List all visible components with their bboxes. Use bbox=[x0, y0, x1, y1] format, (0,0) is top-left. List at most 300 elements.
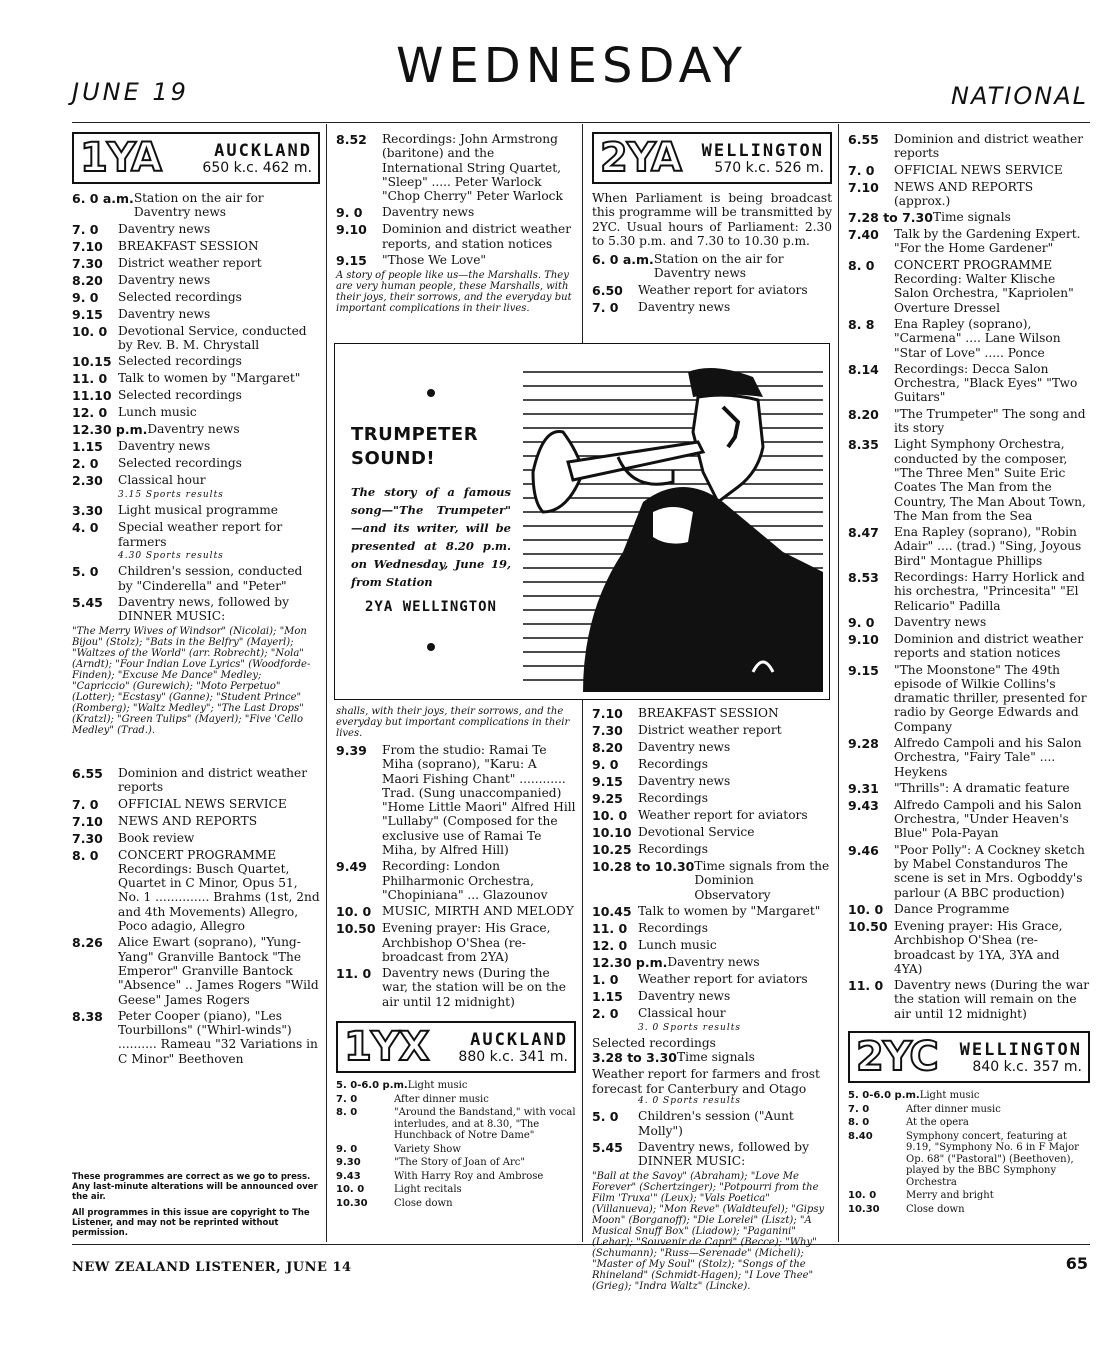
programme-title: Devotional Service, conducted by Rev. B. M. Chrystall bbox=[118, 323, 307, 352]
programme-title: Daventry news bbox=[638, 740, 731, 754]
programme-row bbox=[848, 1131, 1090, 1189]
schedule-1ya-evening bbox=[336, 132, 576, 268]
programme-title: OFFICIAL NEWS SERVICE bbox=[118, 796, 287, 811]
station-logo-2ya: 2YA WELLINGTON 570 k.c. 526 m. bbox=[592, 132, 832, 184]
programme-time: 6. 0 a.m. bbox=[592, 252, 654, 268]
programme-row bbox=[848, 227, 1090, 256]
programme-title: Recordings bbox=[638, 791, 708, 805]
programme-title: Book review bbox=[118, 830, 195, 845]
column-1ya-evening bbox=[72, 766, 320, 1068]
dinner-music-list: "Ball at the Savoy" (Abraham); "Love Me Forever" (Schertzinger); "Potpourri from the Film 'Truxa'" (Leux); "Vals Poetica" (Villanueva); "Mon Reve" (Waldteufel); "Gipsy Moon" (Borganoff); "Die Lorelei" (Liszt); "A Musical Snuff Box" (Liadow); "Paganini" (Lehar); "Souvenir de Capri" (Becce); "Why" (Schumann); "Russ—Serenade" (Micheli); "Master of My Soul" (Stolz); "Songs of the Rhineland" (Schmidt-Hagen); "I Love Thee" (Grieg); "Indra Waltz" (Lincke). bbox=[592, 1170, 825, 1292]
programme-row bbox=[72, 273, 320, 288]
programme-title: Weather report for aviators bbox=[638, 971, 808, 986]
programme-row bbox=[848, 362, 1090, 405]
programme-row bbox=[848, 798, 1090, 841]
programme-time: 8.35 bbox=[848, 437, 879, 453]
programme-row bbox=[336, 1144, 576, 1156]
station-logo-1ya: 1YA AUCKLAND 650 k.c. 462 m. bbox=[72, 132, 320, 184]
programme-row bbox=[592, 938, 832, 953]
programme-row bbox=[848, 781, 1090, 796]
programme-row bbox=[336, 1198, 576, 1210]
schedule-2yc bbox=[848, 1090, 1090, 1215]
programme-title: Merry and bright bbox=[906, 1190, 994, 1202]
programme-title: Children's session ("Aunt Molly") bbox=[638, 1109, 794, 1138]
programme-title: Alfredo Campoli and his Salon Orchestra, "Under Heaven's Blue" Pola-Payan bbox=[894, 797, 1082, 841]
programme-row bbox=[848, 437, 1090, 523]
programme-time: 2. 0 bbox=[72, 456, 99, 472]
programme-time: 3.30 bbox=[72, 503, 103, 519]
programme-row bbox=[72, 1009, 320, 1066]
programme-row bbox=[848, 317, 1090, 360]
programme-time: 5. 0 bbox=[72, 564, 99, 580]
programme-time: 2. 0 bbox=[592, 1005, 619, 1021]
bullet-dot bbox=[427, 643, 435, 651]
programme-row bbox=[72, 797, 320, 812]
programme-time: 9. 0 bbox=[336, 1143, 358, 1155]
column-2ya-day bbox=[592, 706, 832, 1292]
programme-time: 9.15 bbox=[592, 774, 623, 789]
programme-row bbox=[592, 252, 832, 281]
programme-title: Station on the air for Daventry news bbox=[133, 191, 264, 220]
programme-time: 9.15 bbox=[336, 253, 367, 269]
programme-title: Lunch music bbox=[638, 937, 717, 952]
header-network: NATIONAL bbox=[951, 82, 1088, 110]
programme-title: Daventry news bbox=[382, 205, 475, 220]
programme-title: Talk by the Gardening Expert. "For the Home Gardener" bbox=[894, 227, 1081, 256]
programme-title: With Harry Roy and Ambrose bbox=[394, 1170, 544, 1182]
programme-title: OFFICIAL NEWS SERVICE bbox=[894, 162, 1063, 177]
programme-title: Ena Rapley (soprano), "Robin Adair" .... (trad.) "Sing, Joyous Bird" Montague Phillips bbox=[894, 525, 1082, 568]
programme-time: 6.55 bbox=[848, 132, 879, 147]
programme-row bbox=[592, 1140, 832, 1169]
programme-title: Daventry news bbox=[638, 299, 731, 314]
programme-row bbox=[848, 1090, 1090, 1102]
programme-title: Daventry news bbox=[638, 988, 731, 1003]
programme-title: Time signals from the Dominion Observatory bbox=[694, 859, 830, 902]
programme-row bbox=[72, 503, 320, 518]
column-rule bbox=[582, 124, 583, 344]
programme-row bbox=[72, 422, 320, 437]
programme-title: Alfredo Campoli and his Salon Orchestra, "Fairy Tale" .... Heykens bbox=[894, 735, 1082, 779]
programme-time: 10.28 to 10.30 bbox=[592, 859, 695, 874]
programme-title: Lunch music bbox=[118, 405, 197, 420]
selected-recordings: Selected recordings bbox=[592, 1036, 716, 1051]
programme-title: Talk to women by "Margaret" bbox=[638, 903, 821, 918]
station-logo-1yx: 1YX AUCKLAND 880 k.c. 341 m. bbox=[336, 1021, 576, 1073]
programme-title: Time signals bbox=[676, 1050, 755, 1065]
programme-title: Dominion and district weather reports and station notices bbox=[894, 631, 1084, 661]
programme-title: Weather report for aviators bbox=[638, 282, 808, 297]
programme-time: 8. 0 bbox=[72, 847, 99, 863]
programme-time: 9.43 bbox=[848, 797, 879, 813]
programme-title: Daventry news bbox=[147, 422, 240, 437]
programme-title: Selected recordings bbox=[118, 456, 242, 471]
feature-blurb: The story of a famous song—"The Trumpeter" —and its writer, will be presented at 8.20 p.m. on Wednesday, June 19, from Station bbox=[351, 485, 511, 589]
programme-time: 2.30 bbox=[72, 473, 103, 489]
programme-time: 7.40 bbox=[848, 227, 879, 243]
schedule-1ya-late bbox=[336, 743, 576, 1009]
programme-time: 11. 0 bbox=[336, 966, 372, 982]
bottom-rule bbox=[72, 1244, 1090, 1245]
programme-title: From the studio: Ramai Te Miha (soprano), "Karu: A Maori Fishing Chant" ............ Trad. (Sung unaccompanied) "Home Little Maori" Alfred Hill "Lullaby" (Composed for the exclusive use of Ramai Te Miha, by Alfred Hill) bbox=[382, 743, 576, 858]
header-date: JUNE 19 bbox=[72, 78, 189, 106]
programme-row bbox=[72, 371, 320, 386]
programme-time: 8.47 bbox=[848, 525, 879, 541]
programme-row bbox=[592, 1109, 832, 1138]
programme-row bbox=[72, 456, 320, 471]
programme-row bbox=[848, 615, 1090, 630]
programme-title: "Around the Bandstand," with vocal interludes, and at 8.30, "The Hunchback of Notre Dame" bbox=[394, 1107, 576, 1142]
programme-row bbox=[336, 1184, 576, 1196]
programme-title: Dominion and district weather reports bbox=[894, 132, 1084, 161]
programme-row bbox=[336, 921, 576, 964]
programme-title: Selected recordings bbox=[118, 388, 242, 403]
programme-row bbox=[848, 132, 1090, 161]
programme-title: NEWS AND REPORTS bbox=[118, 813, 258, 828]
programme-row bbox=[336, 966, 576, 1009]
programme-title: Daventry news bbox=[638, 774, 731, 788]
programme-time: 12. 0 bbox=[72, 405, 108, 421]
programme-title: Talk to women by "Margaret" bbox=[118, 371, 301, 386]
programme-title: Station on the air for Daventry news bbox=[653, 252, 784, 281]
programme-row bbox=[592, 774, 832, 789]
programme-title: Recordings bbox=[638, 757, 708, 771]
programme-time: 8.26 bbox=[72, 935, 103, 951]
programme-row bbox=[72, 473, 320, 488]
programme-row bbox=[848, 632, 1090, 661]
programme-title: MUSIC, MIRTH AND MELODY bbox=[382, 904, 574, 919]
programme-title: Recordings bbox=[638, 842, 708, 856]
programme-row bbox=[336, 743, 576, 857]
schedule-1ya-evening-2 bbox=[72, 766, 320, 1066]
programme-time: 12.30 p.m. bbox=[592, 954, 668, 970]
programme-title: District weather report bbox=[638, 723, 782, 737]
programme-time: 7. 0 bbox=[848, 162, 875, 178]
programme-time: 7. 0 bbox=[336, 1093, 358, 1105]
programme-row bbox=[336, 253, 576, 268]
programme-time: 9.28 bbox=[848, 735, 879, 751]
programme-time: 10. 0 bbox=[848, 901, 884, 917]
programme-row bbox=[848, 919, 1090, 976]
programme-row bbox=[72, 405, 320, 420]
programme-title: Selected recordings bbox=[118, 354, 242, 369]
programme-title: Light musical programme bbox=[118, 503, 279, 518]
programme-title: "The Trumpeter" The song and its story bbox=[894, 406, 1086, 436]
programme-time: 9.39 bbox=[336, 743, 367, 758]
programme-time: 5. 0-6.0 p.m. bbox=[848, 1090, 920, 1102]
programme-time: 9.49 bbox=[336, 859, 367, 875]
programme-time: 10.25 bbox=[592, 842, 632, 857]
programme-row bbox=[72, 766, 320, 795]
schedule-2ya-day bbox=[592, 706, 832, 1292]
programme-row bbox=[336, 132, 576, 203]
column-1ya bbox=[72, 132, 320, 736]
parliament-notice: When Parliament is being broadcast this programme will be transmitted by 2YC. Usual hours of Parliament: 2.30 to 5.30 p.m. and 7.30 to 10.30 p.m. bbox=[592, 191, 832, 248]
programme-time: 7. 0 bbox=[72, 796, 99, 812]
programme-time: 1.15 bbox=[592, 988, 623, 1004]
programme-row bbox=[72, 595, 320, 624]
top-rule bbox=[72, 122, 1090, 123]
programme-time: 12.30 p.m. bbox=[72, 422, 148, 438]
programme-title: "The Moonstone" The 49th episode of Wilkie Collins's dramatic thriller, presented for radio by George Edwards and Company bbox=[894, 662, 1087, 734]
programme-title: Recordings: Decca Salon Orchestra, "Black Eyes" "Two Guitars" bbox=[894, 361, 1078, 405]
column-rule bbox=[326, 124, 327, 1242]
programme-row bbox=[848, 663, 1090, 734]
programme-title: After dinner music bbox=[906, 1103, 1001, 1115]
programme-time: 6. 0 a.m. bbox=[72, 191, 134, 206]
dinner-music-list: "The Merry Wives of Windsor" (Nicolai); "Mon Bijou" (Stolz); "Bats in the Belfry" (Mayerl); "Waltzes of the World" (arr. Robrecht); "Nola" (Arndt); "Four Indian Love Lyrics" (Woodforde-Finden); "Excuse Me Dance" Medley; "Capriccio" (Gurewich); "Moto Perpetuo" (Lotter); "Ecstasy" (Ganne); "Student Prince" (Romberg); "Waltz Medley"; "The Last Drops" (Kratzl); "Green Tulips" (Mayerl); "Five 'Cello Medley" (Trad.). bbox=[72, 625, 311, 736]
sports-results: 4.30 Sports results bbox=[118, 551, 224, 562]
programme-time: 10. 0 bbox=[592, 808, 628, 823]
column-2ya bbox=[592, 132, 832, 317]
programme-time: 9.43 bbox=[336, 1170, 361, 1182]
programme-row bbox=[592, 757, 832, 772]
programme-title: Daventry news, followed by DINNER MUSIC: bbox=[638, 1139, 809, 1169]
programme-time: 7. 0 bbox=[72, 221, 99, 237]
programme-title: "The Story of Joan of Arc" bbox=[394, 1157, 525, 1169]
sports-results: 4. 0 Sports results bbox=[638, 1096, 741, 1107]
footer-publication: NEW ZEALAND LISTENER, JUNE 14 bbox=[72, 1260, 352, 1275]
programme-time: 10. 0 bbox=[72, 323, 108, 339]
programme-row bbox=[336, 1080, 576, 1092]
programme-time: 5.45 bbox=[72, 594, 103, 610]
feature-title-2: SOUND! bbox=[351, 448, 436, 469]
programme-title: Close down bbox=[906, 1203, 965, 1215]
feature-station: 2YA WELLINGTON bbox=[364, 599, 497, 615]
programme-row bbox=[592, 921, 832, 936]
programme-title: Recordings bbox=[638, 920, 708, 935]
feature-title-1: TRUMPETER bbox=[351, 424, 479, 445]
programme-row bbox=[592, 989, 832, 1004]
programme-title: After dinner music bbox=[394, 1093, 489, 1105]
farmers-weather: Weather report for farmers and frost forecast for Canterbury and Otago bbox=[592, 1067, 820, 1096]
programme-time: 7.30 bbox=[72, 255, 103, 271]
trumpeter-illustration bbox=[523, 352, 823, 692]
programme-time: 8.20 bbox=[72, 272, 103, 288]
programme-time: 10. 0 bbox=[848, 1190, 877, 1202]
programme-time: 9.25 bbox=[592, 791, 623, 806]
programme-title: CONCERT PROGRAMME Recording: Walter Klische Salon Orchestra, "Kapriolen" Overture Dressel bbox=[894, 257, 1074, 315]
programme-row bbox=[848, 1117, 1090, 1129]
programme-title: Evening prayer: His Grace, Archbishop O'Shea (re-broadcast from 2YA) bbox=[382, 921, 551, 964]
programme-title: Recording: London Philharmonic Orchestra, "Chopiniana" ... Glazounov bbox=[382, 859, 548, 902]
programme-row bbox=[72, 222, 320, 237]
programme-time: 9.46 bbox=[848, 842, 879, 858]
programme-time: 5. 0 bbox=[592, 1109, 619, 1125]
programme-title: Daventry news bbox=[667, 954, 760, 969]
programme-title: NEWS AND REPORTS (approx.) bbox=[894, 179, 1034, 208]
header-day: WEDNESDAY bbox=[396, 38, 747, 94]
programme-row bbox=[592, 825, 832, 840]
programme-title: Symphony concert, featuring at 9.19, "Symphony No. 6 in F Major Op. 68" ("Pastoral") (Beethoven), played by the BBC Symphony Orchestra bbox=[906, 1130, 1079, 1188]
programme-row bbox=[848, 180, 1090, 209]
programme-time: 8.38 bbox=[72, 1008, 103, 1024]
programme-time: 9. 0 bbox=[848, 614, 875, 630]
programme-title: Classical hour bbox=[638, 1005, 726, 1020]
programme-title: BREAKFAST SESSION bbox=[118, 238, 259, 253]
programme-row bbox=[336, 859, 576, 902]
programme-row bbox=[848, 210, 1090, 225]
programme-row bbox=[72, 848, 320, 934]
programme-time: 8.40 bbox=[848, 1130, 873, 1142]
moonstone-note-cont: shalls, with their joys, their sorrows, and the everyday but important complications in their lives. bbox=[336, 706, 570, 739]
programme-row bbox=[72, 439, 320, 454]
programme-row bbox=[336, 1157, 576, 1169]
programme-time: 8.20 bbox=[592, 740, 623, 755]
programme-time: 10. 0 bbox=[336, 904, 372, 920]
programme-title: Alice Ewart (soprano), "Yung-Yang" Granville Bantock "The Emperor" Granville Bantock "Absence" .. James Rogers "Wild Geese" James Rogers bbox=[118, 935, 319, 1007]
programme-row bbox=[592, 740, 832, 755]
programme-row bbox=[848, 258, 1090, 315]
programme-time: 5.45 bbox=[592, 1139, 623, 1155]
programme-title: At the opera bbox=[906, 1117, 969, 1129]
programme-title: Recordings: Harry Horlick and his orchestra, "Princesita" "El Relicario" Padilla bbox=[894, 570, 1085, 613]
programme-time: 7. 0 bbox=[592, 299, 619, 315]
programme-row bbox=[72, 564, 320, 593]
programme-time: 9.10 bbox=[336, 222, 367, 238]
programme-title: BREAKFAST SESSION bbox=[638, 706, 779, 720]
programme-row bbox=[336, 1094, 576, 1106]
programme-row bbox=[848, 1190, 1090, 1202]
programme-row bbox=[848, 978, 1090, 1021]
programme-time: 12. 0 bbox=[592, 937, 628, 953]
programme-title: Daventry news bbox=[118, 272, 211, 287]
sports-results: 3.15 Sports results bbox=[118, 490, 224, 501]
programme-time: 7.10 bbox=[848, 179, 879, 195]
programme-time: 7.30 bbox=[72, 830, 103, 846]
programme-title: "Thrills": A dramatic feature bbox=[894, 780, 1070, 795]
schedule-2ya-evening bbox=[848, 132, 1090, 1021]
programme-title: Variety Show bbox=[394, 1143, 461, 1155]
programme-time: 7.10 bbox=[72, 238, 103, 254]
programme-row bbox=[592, 955, 832, 970]
programme-time: 1.15 bbox=[72, 439, 103, 455]
programme-row bbox=[72, 256, 320, 271]
programme-row bbox=[848, 843, 1090, 900]
programme-title: Ena Rapley (soprano), "Carmena" .... Lane Wilson "Star of Love" ..... Ponce bbox=[894, 316, 1061, 360]
programme-time: 8. 0 bbox=[336, 1107, 358, 1119]
programme-time: 10.50 bbox=[848, 918, 888, 934]
programme-title: "Those We Love" bbox=[382, 253, 487, 268]
programme-row bbox=[592, 842, 832, 857]
programme-title: Daventry news (During the war the station will remain on the air until 12 midnight) bbox=[894, 978, 1090, 1021]
programme-time: 11.10 bbox=[72, 388, 112, 404]
programme-row bbox=[592, 300, 832, 315]
programme-time: 3.28 to 3.30 bbox=[592, 1050, 677, 1066]
programme-title: Daventry news (During the war, the station will be on the air until 12 midnight) bbox=[382, 966, 566, 1009]
programme-time: 9.15 bbox=[848, 662, 879, 678]
copyright-notes: These programmes are correct as we go to press. Any last-minute alterations will be announced over the air. All programmes in this issue are copyright to The Listener, and may not be reprinted without permission. bbox=[72, 1172, 318, 1238]
programme-time: 9.30 bbox=[336, 1157, 361, 1169]
programme-row bbox=[72, 324, 320, 353]
programme-row bbox=[336, 222, 576, 251]
page-number: 65 bbox=[1065, 1254, 1088, 1273]
programme-time: 10.50 bbox=[336, 921, 376, 937]
programme-time: 11. 0 bbox=[592, 920, 628, 936]
programme-time: 5. 0-6.0 p.m. bbox=[336, 1080, 408, 1092]
programme-time: 8. 8 bbox=[848, 316, 875, 332]
programme-title: Selected recordings bbox=[118, 289, 242, 304]
programme-title: Dance Programme bbox=[894, 901, 1010, 916]
programme-title: Dominion and district weather reports, and station notices bbox=[382, 222, 572, 251]
programme-time: 9. 0 bbox=[592, 757, 619, 772]
programme-title: Daventry news bbox=[118, 439, 211, 454]
programme-time: 7.10 bbox=[592, 706, 623, 721]
programme-row bbox=[592, 706, 832, 721]
column-rule bbox=[838, 124, 839, 1242]
programme-time: 10.15 bbox=[72, 354, 112, 370]
bullet-dot bbox=[427, 389, 435, 397]
programme-time: 10.30 bbox=[336, 1197, 368, 1209]
programme-title: Light Symphony Orchestra, conducted by the composer, "The Three Men" Suite Eric Coates The Man from the Country, The Man About Town, The Man from the Sea bbox=[894, 437, 1086, 523]
programme-time: 8. 0 bbox=[848, 1117, 870, 1129]
programme-title: Light music bbox=[407, 1080, 468, 1092]
programme-time: 8.20 bbox=[848, 406, 879, 422]
programme-row bbox=[848, 407, 1090, 436]
programme-time: 9.31 bbox=[848, 780, 879, 796]
programme-time: 8.53 bbox=[848, 570, 879, 586]
programme-row bbox=[848, 525, 1090, 568]
programme-title: "Poor Polly": A Cockney sketch by Mabel Constanduros The scene is set in Mrs. Ogboddy's parlour (A BBC production) bbox=[894, 842, 1085, 900]
programme-row bbox=[336, 205, 576, 220]
programme-title: District weather report bbox=[118, 255, 262, 270]
programme-row bbox=[336, 1171, 576, 1183]
programme-row bbox=[592, 972, 832, 987]
programme-title: Children's session, conducted by "Cinderella" and "Peter" bbox=[118, 564, 303, 593]
programme-title: Special weather report for farmers bbox=[118, 520, 283, 549]
programme-row bbox=[72, 520, 320, 549]
programme-title: Time signals bbox=[932, 210, 1011, 225]
programme-time: 9. 0 bbox=[72, 289, 99, 305]
programme-time: 10.10 bbox=[592, 825, 632, 840]
programme-title: Light music bbox=[919, 1090, 980, 1102]
sports-results: 3. 0 Sports results bbox=[638, 1022, 741, 1033]
programme-title: Peter Cooper (piano), "Les Tourbillons" ("Whirl-winds") .......... Rameau "32 Variations in C Minor" Beethoven bbox=[118, 1008, 318, 1066]
programme-row bbox=[592, 1050, 832, 1065]
programme-time: 1. 0 bbox=[592, 971, 619, 987]
programme-title: Daventry news bbox=[118, 306, 211, 321]
programme-row bbox=[848, 1104, 1090, 1116]
programme-row bbox=[848, 570, 1090, 613]
column-1ya-late bbox=[336, 706, 576, 1211]
programme-row bbox=[72, 388, 320, 403]
programme-row bbox=[848, 163, 1090, 178]
programme-time: 7.28 to 7.30 bbox=[848, 210, 933, 226]
programme-title: Daventry news bbox=[894, 614, 987, 629]
programme-row bbox=[592, 283, 832, 298]
programme-time: 8.52 bbox=[336, 132, 367, 147]
programme-row bbox=[848, 1204, 1090, 1216]
programme-row bbox=[72, 354, 320, 369]
programme-title: Classical hour bbox=[118, 473, 206, 488]
programme-title: Close down bbox=[394, 1197, 453, 1209]
column-2ya-evening bbox=[848, 132, 1090, 1217]
programme-time: 7.30 bbox=[592, 723, 623, 738]
programme-time: 11. 0 bbox=[72, 371, 108, 387]
programme-row bbox=[848, 736, 1090, 779]
programme-row bbox=[592, 904, 832, 919]
programme-time: 10.45 bbox=[592, 903, 632, 919]
programme-title: Recordings: John Armstrong (baritone) and the International String Quartet, "Sleep" ..... Peter Warlock "Chop Cherry" Peter Warlock bbox=[382, 132, 563, 204]
schedule-1ya bbox=[72, 191, 320, 736]
programme-time: 8.14 bbox=[848, 361, 879, 377]
programme-title: Daventry news, followed by DINNER MUSIC: bbox=[118, 594, 289, 624]
programme-row bbox=[336, 1107, 576, 1142]
programme-time: 6.50 bbox=[592, 282, 623, 298]
programme-row bbox=[592, 723, 832, 738]
programme-row bbox=[592, 859, 832, 902]
programme-title: Weather report for aviators bbox=[638, 808, 808, 822]
